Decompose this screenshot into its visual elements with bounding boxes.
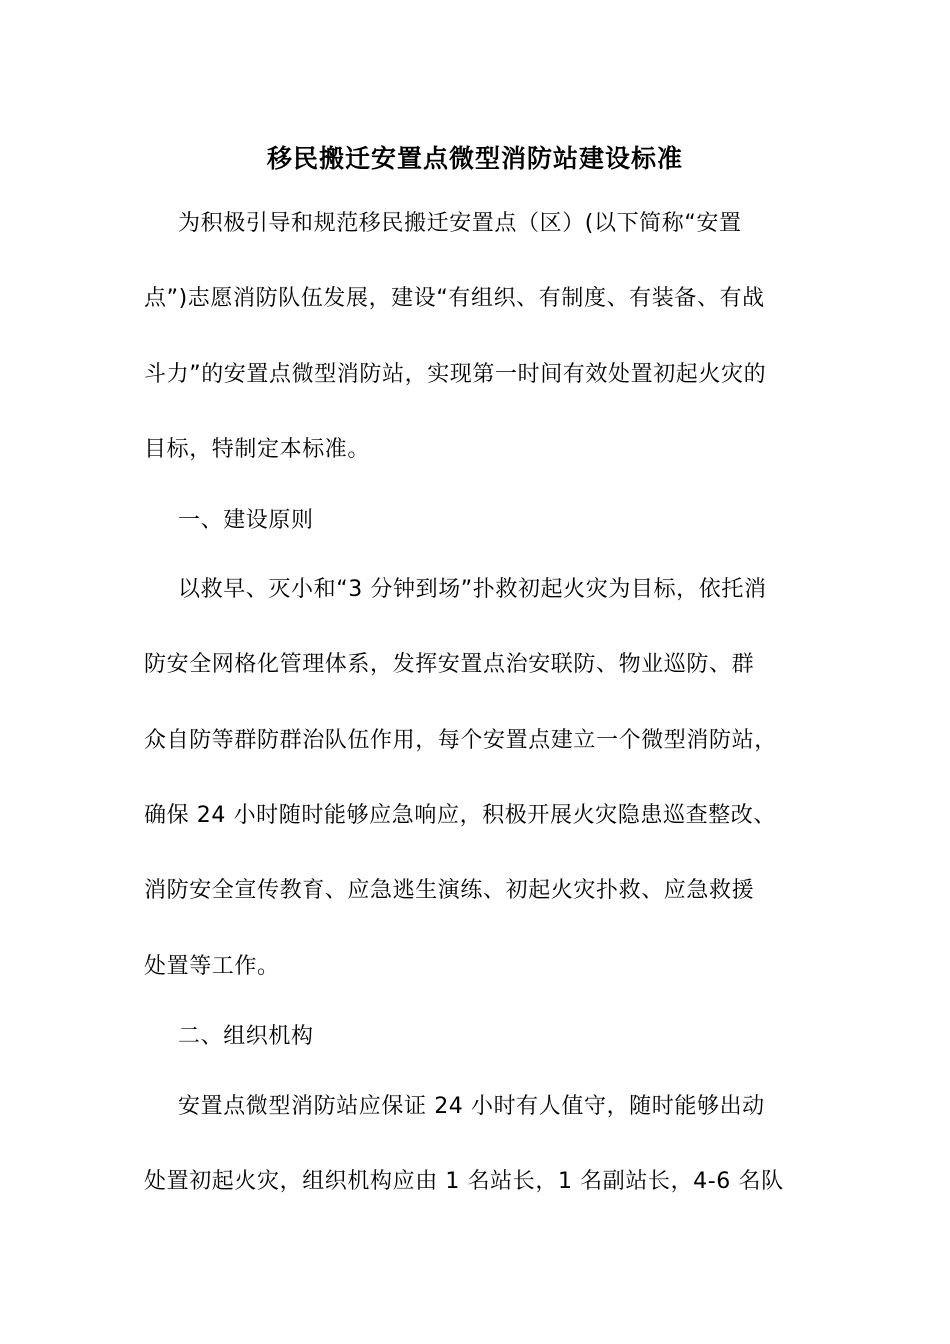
paragraph-1-line-4: 目标，特制定本标准。 [144, 437, 371, 462]
paragraph-2-line-4: 确保 24 小时随时能够应急响应，积极开展火灾隐患巡查整改、 [144, 803, 776, 828]
paragraph-2-line-1: 以救早、灭小和“3 分钟到场”扑救初起火灾为目标，依托消 [178, 577, 767, 602]
paragraph-1-line-2: 点”)志愿消防队伍发展，建设“有组织、有制度、有装备、有战 [144, 286, 765, 311]
section-heading-2: 二、组织机构 [178, 1024, 314, 1049]
paragraph-3-line-2: 处置初起火灾，组织机构应由 1 名站长，1 名副站长，4-6 名队 [144, 1169, 784, 1194]
paragraph-1-line-1: 为积极引导和规范移民搬迁安置点（区）(以下简称“安置 [178, 211, 742, 236]
paragraph-2-line-6: 处置等工作。 [144, 954, 280, 979]
paragraph-1-line-3: 斗力”的安置点微型消防站，实现第一时间有效处置初起火灾的 [144, 362, 767, 387]
document-title: 移民搬迁安置点微型消防站建设标准 [266, 144, 683, 173]
paragraph-3-line-1: 安置点微型消防站应保证 24 小时有人值守，随时能够出动 [178, 1094, 765, 1119]
paragraph-2-line-3: 众自防等群防群治队伍作用，每个安置点建立一个微型消防站， [144, 728, 777, 753]
paragraph-2-line-2: 防安全网格化管理体系，发挥安置点治安联防、物业巡防、群 [144, 652, 755, 677]
paragraph-2-line-5: 消防安全宣传教育、应急逃生演练、初起火灾扑救、应急救援 [144, 878, 755, 903]
section-heading-1: 一、建设原则 [178, 508, 314, 533]
